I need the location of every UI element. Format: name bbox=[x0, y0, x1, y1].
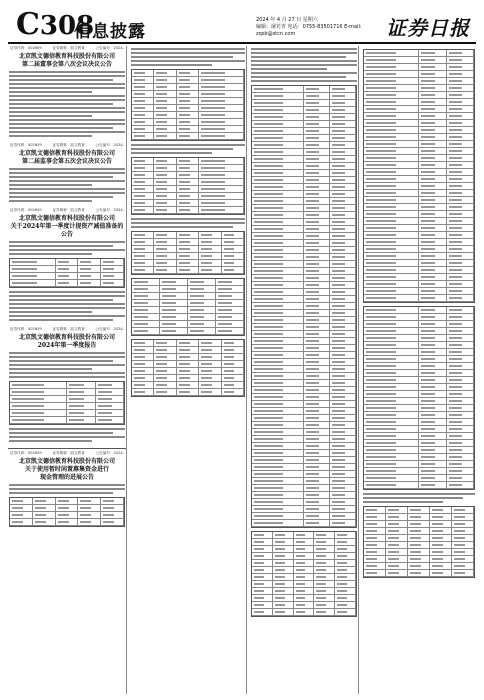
notice-body bbox=[8, 352, 126, 378]
masthead bbox=[8, 8, 476, 44]
bottom-table-right bbox=[363, 506, 475, 578]
notice-impairment bbox=[8, 208, 126, 321]
notice-company: 北京凯文德信教育科技股份有限公司 bbox=[18, 458, 115, 465]
page-letter: C bbox=[16, 7, 40, 42]
notice-body bbox=[8, 168, 126, 202]
notice-body bbox=[8, 71, 126, 137]
issue-date: 2024 年 4 月 27 日 星期六 bbox=[256, 17, 318, 23]
notice-company: 北京凯文德信教育科技股份有限公司 bbox=[18, 215, 115, 222]
notice-company: 北京凯文德信教育科技股份有限公司 bbox=[18, 334, 115, 341]
column-1 bbox=[8, 46, 127, 694]
notice-title: 第二届监事会第五次会议决议公告 bbox=[21, 158, 112, 165]
data-table-c bbox=[131, 231, 245, 275]
notice-codes: 证券代码：002659 证券简称：凯文教育 公告编号：2024- bbox=[10, 451, 124, 455]
notice-title: 关于2024年第一季度计提资产减值准备的公告 bbox=[10, 223, 124, 238]
section-title: 信息披露 bbox=[74, 22, 146, 42]
data-table-e bbox=[131, 339, 245, 397]
notice-codes: 证券代码：002659 证券简称：凯文教育 公告编号：2024- bbox=[10, 327, 124, 331]
notice-cash-management bbox=[8, 448, 126, 527]
report-table bbox=[9, 381, 125, 425]
column-3 bbox=[250, 46, 359, 694]
column-2 bbox=[130, 46, 247, 694]
balance-sheet-table bbox=[251, 85, 357, 528]
page-digits: 308 bbox=[39, 11, 95, 41]
column-4 bbox=[362, 46, 476, 694]
notice-board-meeting bbox=[8, 46, 126, 137]
notice-codes: 证券代码：002659 证券简称：凯文教育 公告编号：2024- bbox=[10, 46, 124, 50]
notice-supervisory-meeting bbox=[8, 143, 126, 202]
data-table-b bbox=[131, 157, 245, 215]
bottom-table-left bbox=[251, 531, 357, 617]
data-table-d bbox=[131, 278, 245, 336]
cash-management-table bbox=[9, 497, 125, 527]
editor-contact: 编辑：屠若青 电话：0755-83501716 E-mail: zqsb@stcn.com bbox=[256, 24, 362, 37]
masthead-meta bbox=[256, 17, 396, 38]
page-content bbox=[8, 46, 476, 694]
notice-title: 关于使用暂时闲置募集资金进行 现金管理的进展公告 bbox=[24, 466, 109, 481]
notice-codes: 证券代码：002659 证券简称：凯文教育 公告编号：2024- bbox=[10, 208, 124, 212]
notice-company: 北京凯文德信教育科技股份有限公司 bbox=[18, 53, 115, 60]
impairment-table bbox=[9, 258, 125, 288]
notice-company: 北京凯文德信教育科技股份有限公司 bbox=[18, 150, 115, 157]
notice-title: 第二届董事会第八次会议决议公告 bbox=[21, 61, 112, 68]
data-table-a bbox=[131, 69, 245, 141]
notice-quarterly-report bbox=[8, 327, 126, 442]
paper-logo: 证券日报 bbox=[386, 16, 470, 40]
notice-body bbox=[8, 241, 126, 255]
income-statement-table bbox=[363, 49, 475, 303]
cash-flow-table bbox=[363, 306, 475, 490]
notice-title: 2024年第一季度报告 bbox=[37, 342, 97, 349]
notice-codes: 证券代码：002659 证券简称：凯文教育 公告编号：2024- bbox=[10, 143, 124, 147]
